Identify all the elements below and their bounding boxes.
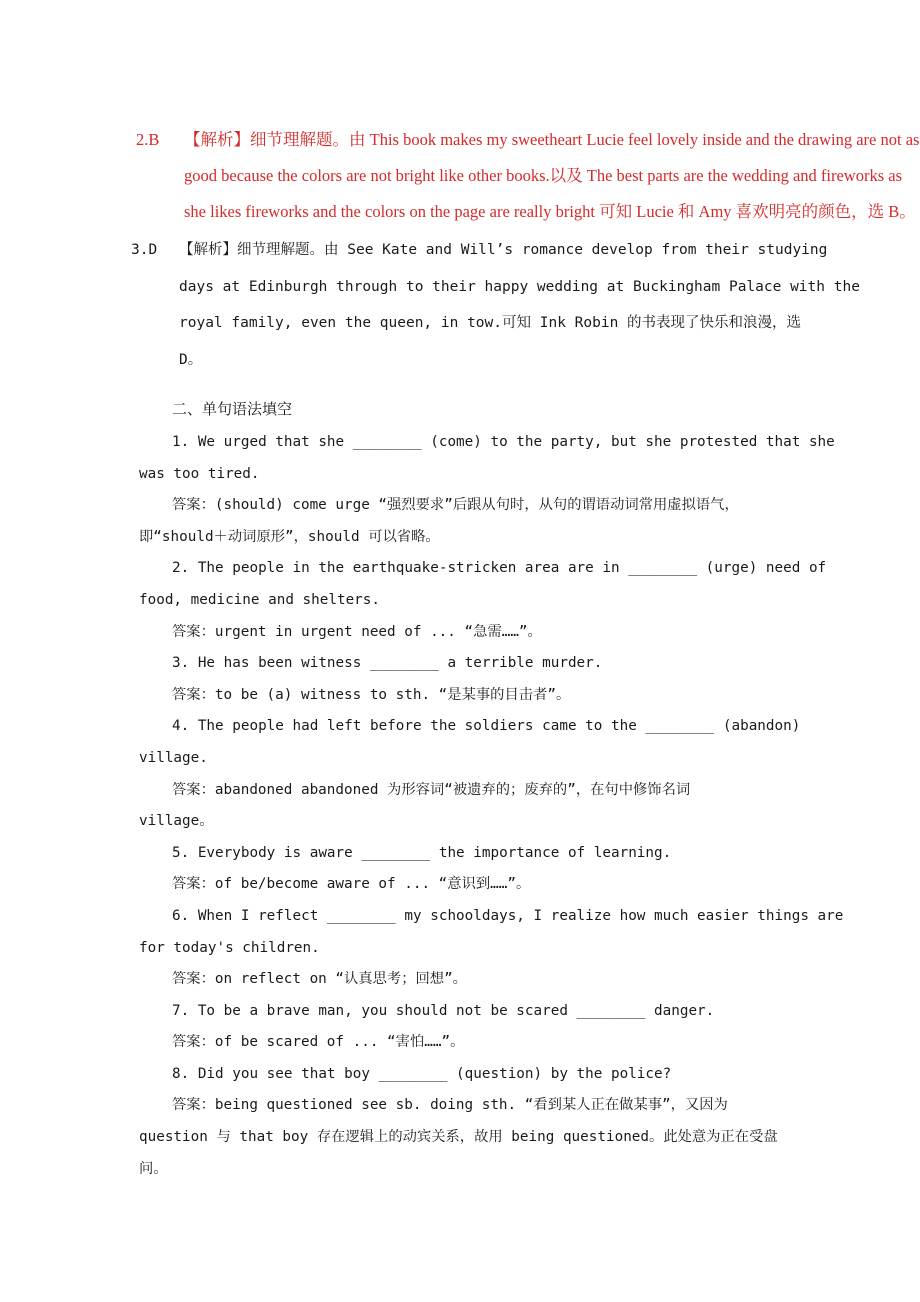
answer-3-line: days at Edinburgh through to their happy wedding at Buckingham Palace with the: [179, 278, 860, 295]
exercise-line: 答案：to be (a) witness to sth. “是某事的目击者”。: [172, 686, 571, 703]
exercise-line: 答案：(should) come urge “强烈要求”后跟从句时，从句的谓语动词常用虚拟语气，: [172, 497, 739, 514]
exercise-line: 1. We urged that she ________ (come) to the party, but she protested that she: [172, 434, 835, 450]
exercise-line: for today's children.: [139, 939, 320, 956]
answer-2-line: she likes fireworks and the colors on the page are really bright 可知 Lucie 和 Amy 喜欢明亮的颜色，选 B。: [184, 202, 916, 221]
answer-2-number: 2.B: [136, 130, 160, 149]
answer-3-line: D。: [179, 351, 203, 368]
exercise-line: village.: [139, 749, 208, 766]
exercise-line: 7. To be a brave man, you should not be scared ________ danger.: [172, 1002, 715, 1019]
exercise-line: 答案：of be/become aware of ... “意识到……”。: [172, 876, 531, 893]
exercise-line: was too tired.: [139, 465, 260, 482]
answer-2-line: 【解析】细节理解题。由 This book makes my sweetheart Lucie feel lovely inside and the drawing are not as: [184, 130, 920, 149]
answer-3-body: [179, 232, 860, 378]
exercise-line: 3. He has been witness ________ a terrible murder.: [172, 655, 603, 672]
exercise-line: 答案：on reflect on “认真思考；回想”。: [172, 971, 467, 988]
answer-2-body: [184, 122, 920, 230]
exercise-line: 答案：of be scared of ... “害怕……”。: [172, 1034, 465, 1051]
exercise-line: 5. Everybody is aware ________ the importance of learning.: [172, 844, 672, 861]
exercise-line: food, medicine and shelters.: [139, 591, 381, 608]
exercise-line: 8. Did you see that boy ________ (question) by the police?: [172, 1065, 672, 1082]
exercise-line: 答案：abandoned abandoned 为形容词“被遗弃的；废弃的”，在句中修饰名词: [172, 781, 691, 798]
exercise-list: [139, 427, 844, 1185]
exercise-line: 问。: [139, 1160, 168, 1177]
exercise-line: 答案：being questioned see sb. doing sth. “看到某人正在做某事”，又因为: [172, 1097, 728, 1114]
answer-3-number: 3.D: [131, 242, 158, 258]
exercise-line: 2. The people in the earthquake-stricken area are in ________ (urge) need of: [172, 560, 827, 577]
exercise-line: village。: [139, 813, 214, 830]
answer-3-line: 【解析】细节理解题。由 See Kate and Will’s romance develop from their studying: [179, 242, 828, 258]
section-title: 二、单句语法填空: [172, 400, 293, 418]
exercise-line: 6. When I reflect ________ my schooldays, I realize how much easier things are: [172, 907, 844, 924]
exercise-line: question 与 that boy 存在逻辑上的动宾关系，故用 being questioned。此处意为正在受盘: [139, 1129, 778, 1146]
answer-2-line: good because the colors are not bright like other books.以及 The best parts are the wedding and fireworks as: [184, 166, 902, 185]
answer-3-line: royal family, even the queen, in tow.可知 Ink Robin 的书表现了快乐和浪漫，选: [179, 315, 802, 331]
exercise-line: 4. The people had left before the soldiers came to the ________ (abandon): [172, 718, 801, 735]
exercise-line: 即“should＋动词原形”，should 可以省略。: [139, 528, 440, 545]
exercise-line: 答案：urgent in urgent need of ... “急需……”。: [172, 623, 542, 640]
